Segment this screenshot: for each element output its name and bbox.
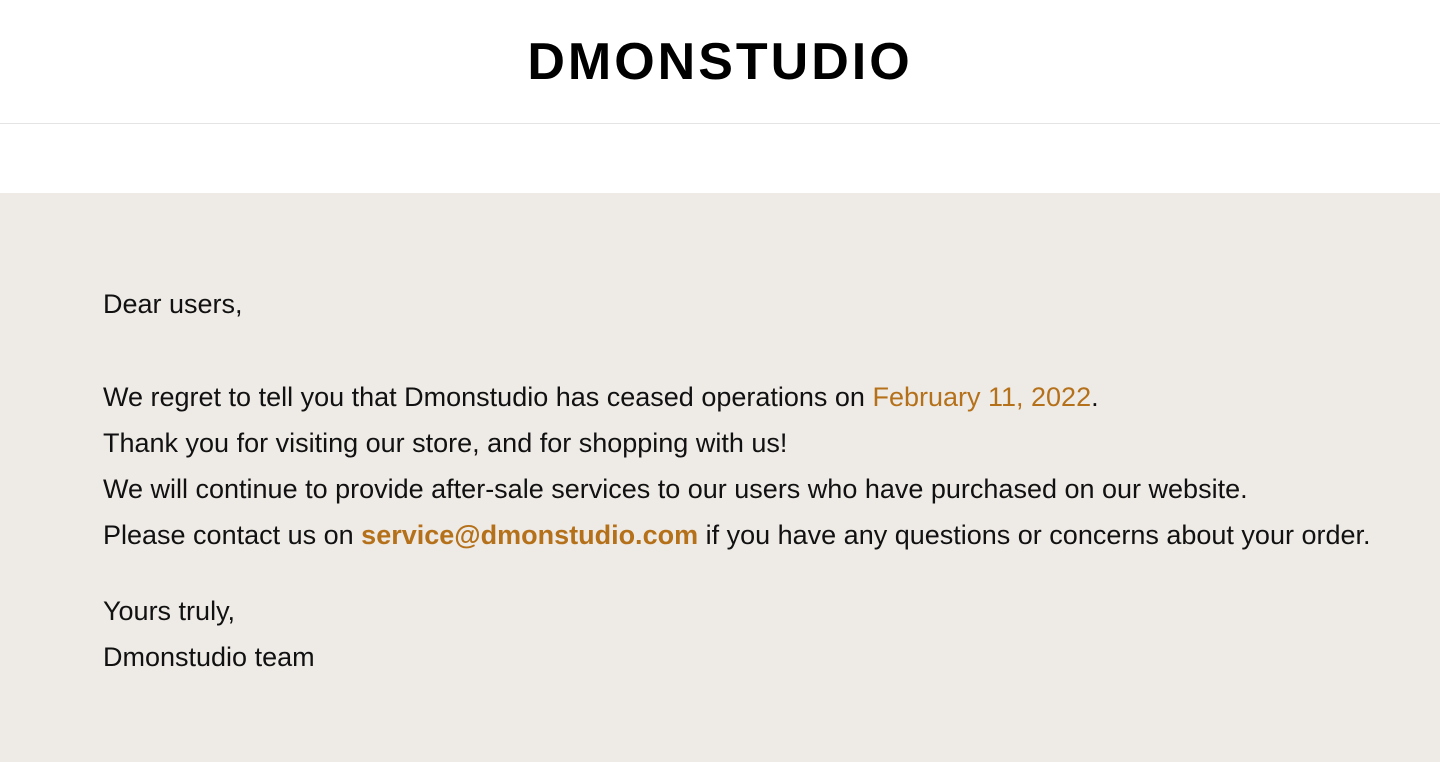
notice-paragraph-1-tail: . — [1091, 382, 1099, 412]
notice-signoff: Yours truly, — [103, 596, 236, 626]
brand-logo: DMONSTUDIO — [527, 32, 913, 91]
notice-paragraph-4 — [103, 512, 1403, 558]
notice-content — [103, 193, 1403, 680]
notice-greeting: Dear users, — [103, 289, 243, 319]
notice-panel — [0, 193, 1440, 762]
closure-date: February 11, 2022 — [872, 382, 1092, 412]
site-header — [0, 0, 1440, 124]
notice-paragraph-2: Thank you for visiting our store, and for shopping with us! — [103, 428, 788, 458]
notice-paragraph-3: We will continue to provide after-sale services to our users who have purchased on our website. — [103, 474, 1248, 504]
spacer-after-greeting — [103, 327, 1403, 374]
notice-paragraph-4-lead: Please contact us on — [103, 520, 362, 550]
sub-navigation-bar — [0, 124, 1440, 193]
notice-team: Dmonstudio team — [103, 642, 315, 672]
spacer-before-signoff — [103, 558, 1403, 588]
notice-paragraph-4-tail: if you have any questions or concerns about your order. — [698, 520, 1371, 550]
notice-paragraph-1 — [103, 374, 1403, 420]
notice-paragraph-1-lead: We regret to tell you that Dmonstudio has ceased operations on — [103, 382, 873, 412]
support-email-link[interactable]: service@dmonstudio.com — [361, 520, 699, 550]
